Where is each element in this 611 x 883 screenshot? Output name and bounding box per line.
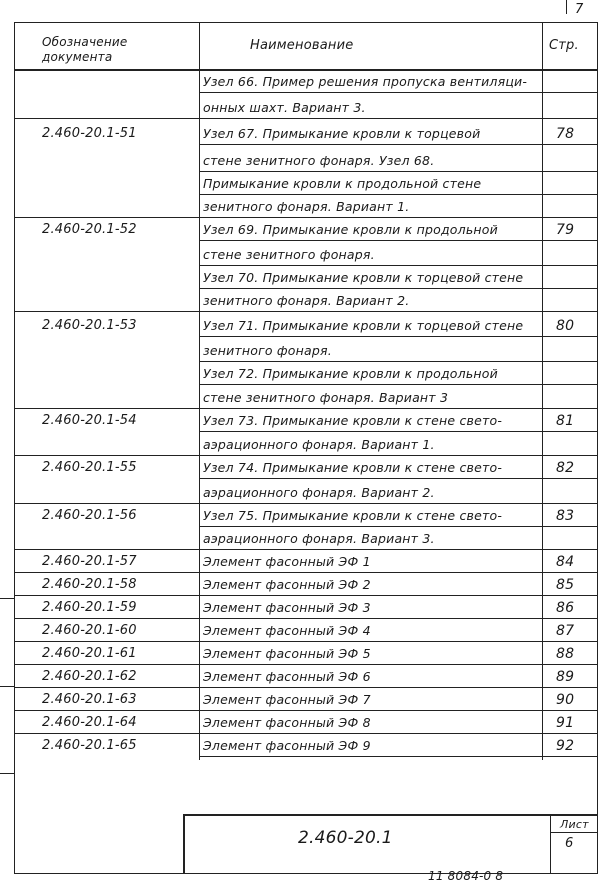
title-block-sheet-label: Лист — [560, 818, 589, 831]
row-name-line: зенитного фонаря. Вариант 1. — [203, 199, 410, 214]
row-name-line: Элемент фасонный ЭФ 2 — [203, 577, 371, 592]
subline-divider — [199, 240, 598, 241]
subline-divider — [199, 265, 598, 266]
page-corner-number: 7 — [575, 2, 584, 17]
row-name-line: стене зенитного фонаря. Узел 68. — [203, 153, 435, 168]
row-divider — [14, 118, 598, 119]
row-name-line: стене зенитного фонаря. Вариант 3 — [203, 390, 449, 405]
subline-divider — [199, 336, 598, 337]
row-designation: 2.460-20.1-64 — [42, 715, 137, 730]
row-divider — [14, 311, 598, 312]
row-name-line: аэрационного фонаря. Вариант 3. — [203, 531, 435, 546]
row-name-line: Узел 69. Примыкание кровли к продольной — [203, 222, 498, 237]
subline-divider — [199, 431, 598, 432]
row-name-line: зенитного фонаря. Вариант 2. — [203, 293, 410, 308]
row-name-line: Узел 74. Примыкание кровли к стене свето- — [203, 460, 503, 475]
row-designation: 2.460-20.1-65 — [42, 738, 137, 753]
row-designation: 2.460-20.1-57 — [42, 554, 137, 569]
row-designation: 2.460-20.1-59 — [42, 600, 137, 615]
row-divider — [14, 408, 598, 409]
bottom-archive-note: 11 8084-0 8 — [428, 869, 504, 883]
row-name-line: Элемент фасонный ЭФ 6 — [203, 669, 371, 684]
subline-divider — [199, 361, 598, 362]
header-designation-line2: документа — [42, 50, 113, 64]
row-designation: 2.460-20.1-60 — [42, 623, 137, 638]
row-page-number: 82 — [556, 460, 575, 476]
row-divider — [14, 595, 598, 596]
row-divider — [14, 618, 598, 619]
row-designation: 2.460-20.1-51 — [42, 126, 137, 141]
row-name-line: аэрационного фонаря. Вариант 1. — [203, 437, 435, 452]
row-name-line: аэрационного фонаря. Вариант 2. — [203, 485, 435, 500]
page-corner-mark — [566, 0, 567, 14]
header-page: Стр. — [549, 38, 579, 53]
row-page-number: 80 — [556, 318, 575, 334]
row-name-line: Элемент фасонный ЭФ 3 — [203, 600, 371, 615]
subline-divider — [199, 384, 598, 385]
row-page-number: 87 — [556, 623, 575, 639]
subline-divider — [199, 288, 598, 289]
row-divider — [14, 217, 598, 218]
title-block-left — [183, 814, 185, 874]
row-page-number: 91 — [556, 715, 575, 731]
row-designation: 2.460-20.1-63 — [42, 692, 137, 707]
row-divider — [14, 455, 598, 456]
row-designation: 2.460-20.1-53 — [42, 318, 137, 333]
title-block-sheet-divider — [550, 814, 551, 874]
row-name-line: Примыкание кровли к продольной стене — [203, 176, 482, 191]
subline-divider — [199, 92, 598, 93]
header-divider — [14, 69, 598, 71]
row-designation: 2.460-20.1-56 — [42, 508, 137, 523]
row-name-line: Узел 67. Примыкание кровли к торцевой — [203, 126, 481, 141]
row-divider — [14, 664, 598, 665]
row-name-line: Узел 75. Примыкание кровли к стене свето- — [203, 508, 503, 523]
row-name-line: Элемент фасонный ЭФ 8 — [203, 715, 371, 730]
row-name-line: онных шахт. Вариант 3. — [203, 100, 366, 115]
column-divider-2 — [542, 22, 543, 760]
subline-divider — [199, 478, 598, 479]
row-page-number: 83 — [556, 508, 575, 524]
row-divider — [14, 641, 598, 642]
subline-divider — [199, 194, 598, 195]
row-page-number: 90 — [556, 692, 575, 708]
title-block-doc-code: 2.460-20.1 — [298, 828, 393, 848]
row-page-number: 86 — [556, 600, 575, 616]
header-name: Наименование — [250, 38, 354, 53]
row-designation: 2.460-20.1-62 — [42, 669, 137, 684]
row-divider — [14, 549, 598, 550]
row-page-number: 81 — [556, 413, 575, 429]
subline-divider — [199, 756, 598, 757]
row-name-line: зенитного фонаря. — [203, 343, 332, 358]
row-name-line: Элемент фасонный ЭФ 9 — [203, 738, 371, 753]
row-name-line: Элемент фасонный ЭФ 7 — [203, 692, 371, 707]
row-name-line: Узел 66. Пример решения пропуска вентиляци- — [203, 74, 528, 89]
row-page-number: 85 — [556, 577, 575, 593]
row-page-number: 92 — [556, 738, 575, 754]
title-block-top — [183, 814, 598, 816]
row-page-number: 78 — [556, 126, 575, 142]
left-margin-tick — [0, 773, 14, 774]
title-block-sheet-number: 6 — [565, 836, 574, 851]
row-name-line: Узел 70. Примыкание кровли к торцевой стене — [203, 270, 524, 285]
row-designation: 2.460-20.1-54 — [42, 413, 137, 428]
left-margin-tick — [0, 598, 14, 599]
subline-divider — [199, 526, 598, 527]
row-name-line: Элемент фасонный ЭФ 5 — [203, 646, 371, 661]
row-designation: 2.460-20.1-61 — [42, 646, 137, 661]
row-name-line: Узел 73. Примыкание кровли к стене свето- — [203, 413, 503, 428]
row-divider — [14, 733, 598, 734]
row-name-line: стене зенитного фонаря. — [203, 247, 375, 262]
header-designation-line1: Обозначение — [42, 35, 128, 49]
row-divider — [14, 710, 598, 711]
row-name-line: Элемент фасонный ЭФ 1 — [203, 554, 371, 569]
row-page-number: 79 — [556, 222, 575, 238]
row-name-line: Узел 72. Примыкание кровли к продольной — [203, 366, 498, 381]
left-margin-tick — [0, 686, 14, 687]
row-page-number: 84 — [556, 554, 575, 570]
row-divider — [14, 687, 598, 688]
subline-divider — [199, 144, 598, 145]
row-designation: 2.460-20.1-58 — [42, 577, 137, 592]
title-block-sheet-mid — [550, 832, 598, 833]
row-page-number: 88 — [556, 646, 575, 662]
row-name-line: Элемент фасонный ЭФ 4 — [203, 623, 371, 638]
row-designation: 2.460-20.1-52 — [42, 222, 137, 237]
row-divider — [14, 503, 598, 504]
row-name-line: Узел 71. Примыкание кровли к торцевой стене — [203, 318, 524, 333]
row-designation: 2.460-20.1-55 — [42, 460, 137, 475]
row-page-number: 89 — [556, 669, 575, 685]
subline-divider — [199, 171, 598, 172]
row-divider — [14, 572, 598, 573]
column-divider-1 — [199, 22, 200, 760]
